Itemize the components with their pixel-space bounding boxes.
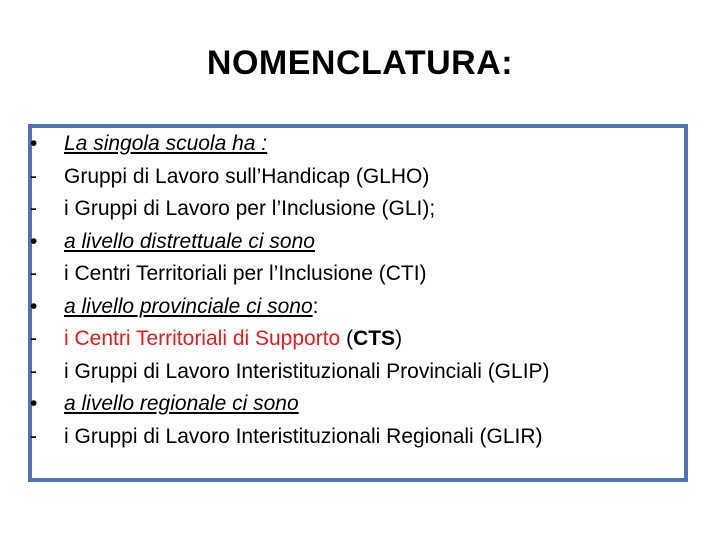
section-heading-province bbox=[64, 291, 710, 324]
bullet-icon: • bbox=[30, 132, 38, 155]
list-item bbox=[30, 323, 710, 356]
nomenclature-list bbox=[30, 128, 710, 453]
colon: : bbox=[312, 294, 319, 318]
section-heading-district: a livello distrettuale ci sono bbox=[64, 229, 315, 253]
bullet-icon: • bbox=[30, 229, 38, 253]
list-item bbox=[30, 388, 710, 421]
section-heading-region: a livello regionale ci sono bbox=[64, 392, 299, 415]
bullet-icon: • bbox=[30, 294, 38, 318]
item-cts-acronym: CTS bbox=[353, 327, 396, 350]
list-item bbox=[30, 193, 710, 226]
item-glip: i Gruppi di Lavoro Interistituzionali Provinciali (GLIP) bbox=[64, 359, 550, 383]
list-item bbox=[30, 291, 710, 324]
page-title: NOMENCLATURA: bbox=[206, 44, 514, 82]
list-item bbox=[30, 421, 710, 454]
paren-open: ( bbox=[340, 327, 354, 350]
dash-icon: - bbox=[30, 164, 37, 188]
item-cti: i Centri Territoriali per l’Inclusione (CTI) bbox=[64, 262, 427, 285]
dash-icon: - bbox=[30, 197, 37, 220]
section-heading-province-text: a livello provinciale ci sono bbox=[64, 294, 313, 318]
bullet-icon: • bbox=[30, 392, 38, 415]
item-glir: i Gruppi di Lavoro Interistituzionali Regionali (GLIR) bbox=[64, 424, 543, 448]
dash-icon: - bbox=[30, 424, 37, 448]
item-glho: Gruppi di Lavoro sull’Handicap (GLHO) bbox=[64, 164, 430, 188]
item-cts-text: i Centri Territoriali di Supporto bbox=[64, 327, 341, 350]
dash-icon: - bbox=[30, 359, 37, 383]
list-item bbox=[30, 258, 710, 291]
item-gli: i Gruppi di Lavoro per l’Inclusione (GLI); bbox=[64, 197, 436, 220]
item-cts bbox=[64, 323, 710, 356]
list-item bbox=[30, 226, 710, 259]
paren-close: ) bbox=[395, 327, 403, 350]
section-heading-school: La singola scuola ha : bbox=[64, 132, 268, 155]
list-item bbox=[30, 161, 710, 194]
list-item bbox=[30, 128, 710, 161]
dash-icon: - bbox=[30, 262, 37, 285]
list-item bbox=[30, 356, 710, 389]
dash-icon: - bbox=[30, 327, 37, 350]
